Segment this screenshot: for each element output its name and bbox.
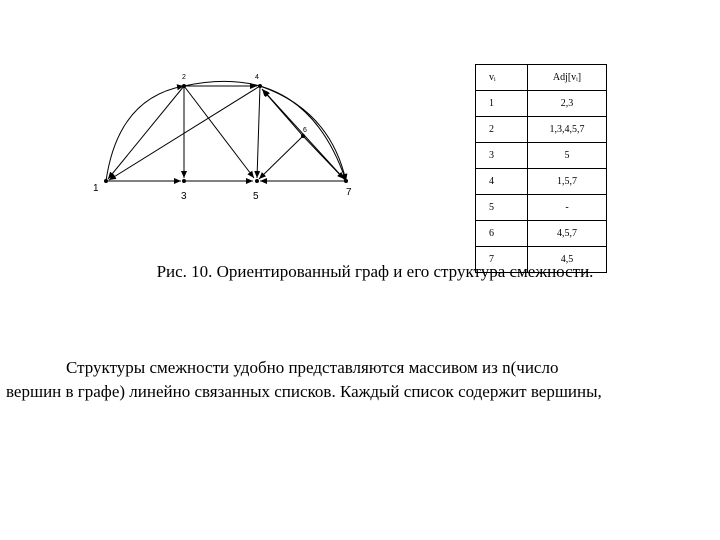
table-row bbox=[476, 143, 607, 169]
table-row bbox=[476, 117, 607, 143]
paragraph-line-2: вершин в графе) линейно связанных списков. Каждый список содержит вершины, bbox=[6, 382, 602, 401]
adjacency-table bbox=[475, 64, 607, 273]
header-adjacency: Adj[vᵢ] bbox=[528, 65, 607, 91]
vertex-label-5: 5 bbox=[253, 191, 259, 202]
edge-2-5 bbox=[184, 86, 254, 178]
table-cell-adjacency: - bbox=[528, 195, 607, 221]
vertex-4 bbox=[258, 84, 262, 88]
table-header-row bbox=[476, 65, 607, 91]
vertex-7 bbox=[344, 179, 348, 183]
table-row bbox=[476, 221, 607, 247]
vertex-2 bbox=[182, 84, 186, 88]
vertex-label-3: 3 bbox=[181, 191, 187, 202]
table-cell-vertex: 5 bbox=[476, 195, 528, 221]
table-row bbox=[476, 169, 607, 195]
body-paragraph bbox=[6, 356, 718, 404]
edge-2-1 bbox=[108, 86, 184, 179]
table-cell-vertex: 2 bbox=[476, 117, 528, 143]
table-cell-adjacency: 1,5,7 bbox=[528, 169, 607, 195]
table-cell-adjacency: 1,3,4,5,7 bbox=[528, 117, 607, 143]
table-cell-adjacency: 4,5 bbox=[528, 247, 607, 273]
edge-6-5 bbox=[259, 136, 303, 179]
table-cell-adjacency: 4,5,7 bbox=[528, 221, 607, 247]
table-cell-adjacency: 5 bbox=[528, 143, 607, 169]
vertex-5 bbox=[255, 179, 259, 183]
paragraph-line-1: Структуры смежности удобно представляются массивом из n(число bbox=[66, 358, 559, 377]
figure-caption: Рис. 10. Ориентированный граф и его структура смежности. bbox=[156, 262, 594, 281]
table-cell-vertex: 4 bbox=[476, 169, 528, 195]
vertex-label-2: 2 bbox=[182, 74, 186, 81]
table-row bbox=[476, 195, 607, 221]
table-cell-vertex: 7 bbox=[476, 247, 528, 273]
edge-2-7 bbox=[184, 81, 346, 181]
vertex-label-6: 6 bbox=[303, 127, 307, 134]
vertex-6 bbox=[301, 134, 305, 138]
vertex-label-4: 4 bbox=[255, 74, 259, 81]
table-cell-adjacency: 2,3 bbox=[528, 91, 607, 117]
table-cell-vertex: 1 bbox=[476, 91, 528, 117]
vertex-3 bbox=[182, 179, 186, 183]
vertex-label-7: 7 bbox=[346, 187, 352, 198]
header-vertex: vᵢ bbox=[476, 65, 528, 91]
table-cell-vertex: 6 bbox=[476, 221, 528, 247]
edge-4-5 bbox=[257, 86, 260, 178]
vertex-1 bbox=[104, 179, 108, 183]
table-cell-vertex: 3 bbox=[476, 143, 528, 169]
table-row bbox=[476, 91, 607, 117]
vertex-label-1: 1 bbox=[93, 183, 99, 194]
